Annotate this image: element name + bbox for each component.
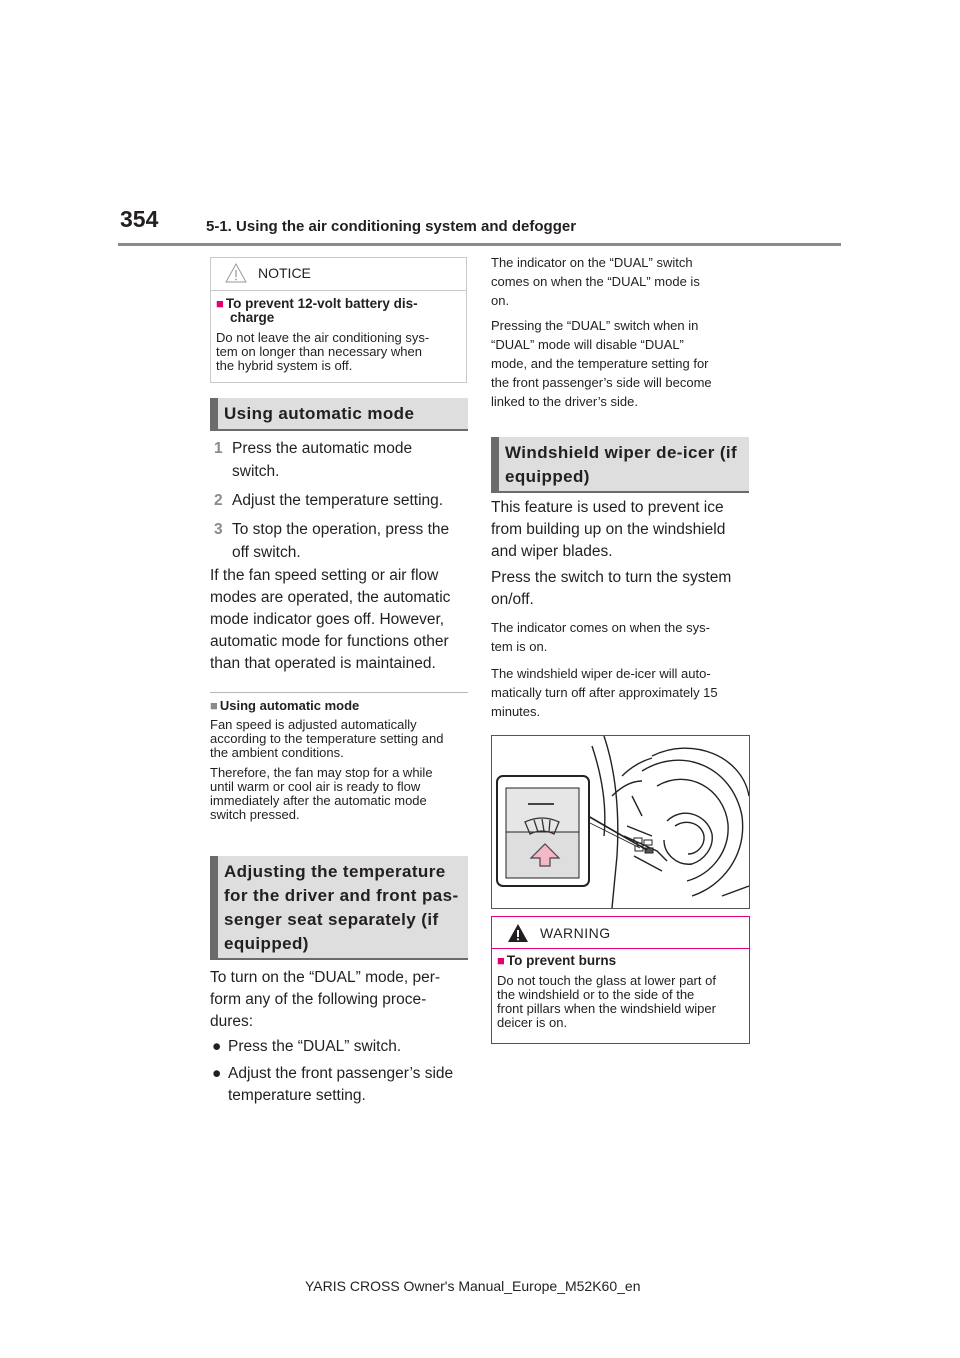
bullet-dot-icon: ●: [212, 1038, 222, 1055]
step-text-cont: switch.: [232, 463, 280, 480]
warning-box: [491, 916, 750, 1044]
text-line: This feature is used to prevent ice: [491, 499, 724, 516]
text-line: comes on when the “DUAL” mode is: [491, 274, 700, 289]
dashboard-diagram: [492, 736, 749, 908]
deicer-paragraph-2: [491, 567, 753, 611]
sub-section-automatic: [210, 699, 472, 822]
text-line: on/off.: [491, 591, 534, 608]
deicer-paragraph-4: [491, 664, 753, 721]
heading-line: Adjusting the temperature: [224, 862, 446, 881]
bullet-item: [212, 1063, 474, 1085]
bullet-text: Press the “DUAL” switch.: [228, 1038, 402, 1055]
text-line: The indicator on the “DUAL” switch: [491, 255, 693, 270]
heading-line: equipped): [224, 934, 309, 953]
text-line: switch pressed.: [210, 807, 300, 822]
steps-list: [214, 437, 474, 564]
text-line: the windshield or to the side of the: [497, 987, 695, 1002]
text-line: automatic mode for functions other: [210, 633, 449, 650]
step-text: To stop the operation, press the: [232, 521, 450, 538]
step-number: 3: [214, 521, 223, 538]
section-heading-automatic: [210, 398, 468, 431]
heading-line: equipped): [505, 467, 590, 486]
heading-line: Windshield wiper de-icer (if: [505, 443, 738, 462]
heading-line: for the driver and front pas-: [224, 886, 459, 905]
notice-title-2: charge: [230, 310, 275, 325]
deicer-paragraph-1: [491, 497, 753, 563]
step-item: [214, 518, 474, 541]
sub-section-divider: [210, 692, 468, 693]
text-line: the ambient conditions.: [210, 745, 344, 760]
text-line: until warm or cool air is ready to flow: [210, 779, 421, 794]
notice-body-1: Do not leave the air conditioning sys-: [216, 330, 430, 345]
bullet-text: Adjust the front passenger’s side: [228, 1065, 454, 1082]
notice-label: NOTICE: [258, 265, 311, 281]
deicer-paragraph-3: [491, 618, 753, 656]
step-text-cont: off switch.: [232, 544, 301, 561]
text-line: according to the temperature setting and: [210, 731, 444, 746]
page-number: 354: [120, 206, 159, 232]
square-bullet-icon: ■: [216, 296, 224, 311]
step-text: Adjust the temperature setting.: [232, 492, 444, 509]
step-text: Press the automatic mode: [232, 440, 413, 457]
bullet-item: [212, 1036, 474, 1058]
bullet-text-cont: temperature setting.: [228, 1087, 366, 1104]
section-title: 5-1. Using the air conditioning system and defogger: [206, 218, 577, 235]
section-heading-dual: [210, 856, 468, 960]
section-heading-deicer: [491, 437, 749, 493]
header-divider: [118, 243, 841, 246]
text-line: than that operated is maintained.: [210, 655, 436, 672]
caution-triangle-icon: [225, 263, 247, 283]
warning-body: [492, 949, 749, 1030]
dual-right-paragraph-2: [491, 316, 753, 411]
text-line: If the fan speed setting or air flow: [210, 567, 439, 584]
text-line: The indicator comes on when the sys-: [491, 620, 710, 635]
warning-label: WARNING: [540, 925, 611, 941]
dual-right-paragraph-1: [491, 253, 753, 310]
dual-intro: [210, 967, 472, 1033]
text-line: mode, and the temperature setting for: [491, 356, 709, 371]
warning-header: [492, 917, 749, 949]
text-line: and wiper blades.: [491, 543, 613, 560]
text-line: Therefore, the fan may stop for a while: [210, 765, 433, 780]
text-line: modes are operated, the automatic: [210, 589, 451, 606]
text-line: matically turn off after approximately 15: [491, 685, 718, 700]
text-line: Press the switch to turn the system: [491, 569, 732, 586]
square-bullet-icon: ■: [497, 953, 505, 968]
text-line: on.: [491, 293, 510, 308]
text-line: dures:: [210, 1013, 254, 1030]
square-bullet-icon: ■: [210, 698, 218, 713]
text-line: The windshield wiper de-icer will auto-: [491, 666, 711, 681]
text-line: minutes.: [491, 704, 541, 719]
text-line: the front passenger’s side will become: [491, 375, 712, 390]
text-line: To turn on the “DUAL” mode, per-: [210, 969, 441, 986]
text-line: form any of the following proce-: [210, 991, 427, 1008]
text-line: Do not touch the glass at lower part of: [497, 973, 716, 988]
notice-box: [210, 257, 467, 383]
step-item: [214, 489, 474, 512]
text-line: immediately after the automatic mode: [210, 793, 427, 808]
step-number: 1: [214, 440, 223, 457]
text-line: deicer is on.: [497, 1015, 568, 1030]
text-line: linked to the driver’s side.: [491, 394, 638, 409]
warning-title: To prevent burns: [506, 953, 617, 968]
step-item: [214, 437, 474, 460]
text-line: mode indicator goes off. However,: [210, 611, 445, 628]
text-line: Pressing the “DUAL” switch when in: [491, 318, 699, 333]
deicer-switch-illustration: [491, 735, 750, 909]
automatic-paragraph: [210, 565, 472, 675]
bullet-dot-icon: ●: [212, 1065, 222, 1082]
text-line: Fan speed is adjusted automatically: [210, 717, 417, 732]
text-line: front pillars when the windshield wiper: [497, 1001, 716, 1016]
warning-triangle-icon: [507, 923, 529, 943]
notice-body-3: the hybrid system is off.: [216, 358, 353, 373]
sub-heading: Using automatic mode: [219, 698, 360, 713]
notice-header: [211, 258, 466, 291]
notice-body: [211, 291, 466, 373]
notice-body-2: tem on longer than necessary when: [216, 344, 422, 359]
heading-line: senger seat separately (if: [224, 910, 439, 929]
text-line: “DUAL” mode will disable “DUAL”: [491, 337, 684, 352]
footer-manual-id: YARIS CROSS Owner's Manual_Europe_M52K60_en: [305, 1278, 641, 1294]
text-line: from building up on the windshield: [491, 521, 726, 538]
notice-title-1: To prevent 12-volt battery dis-: [225, 296, 418, 311]
step-number: 2: [214, 492, 223, 509]
heading-text: Using automatic mode: [224, 404, 415, 423]
text-line: tem is on.: [491, 639, 548, 654]
dual-bullets: [212, 1036, 474, 1107]
